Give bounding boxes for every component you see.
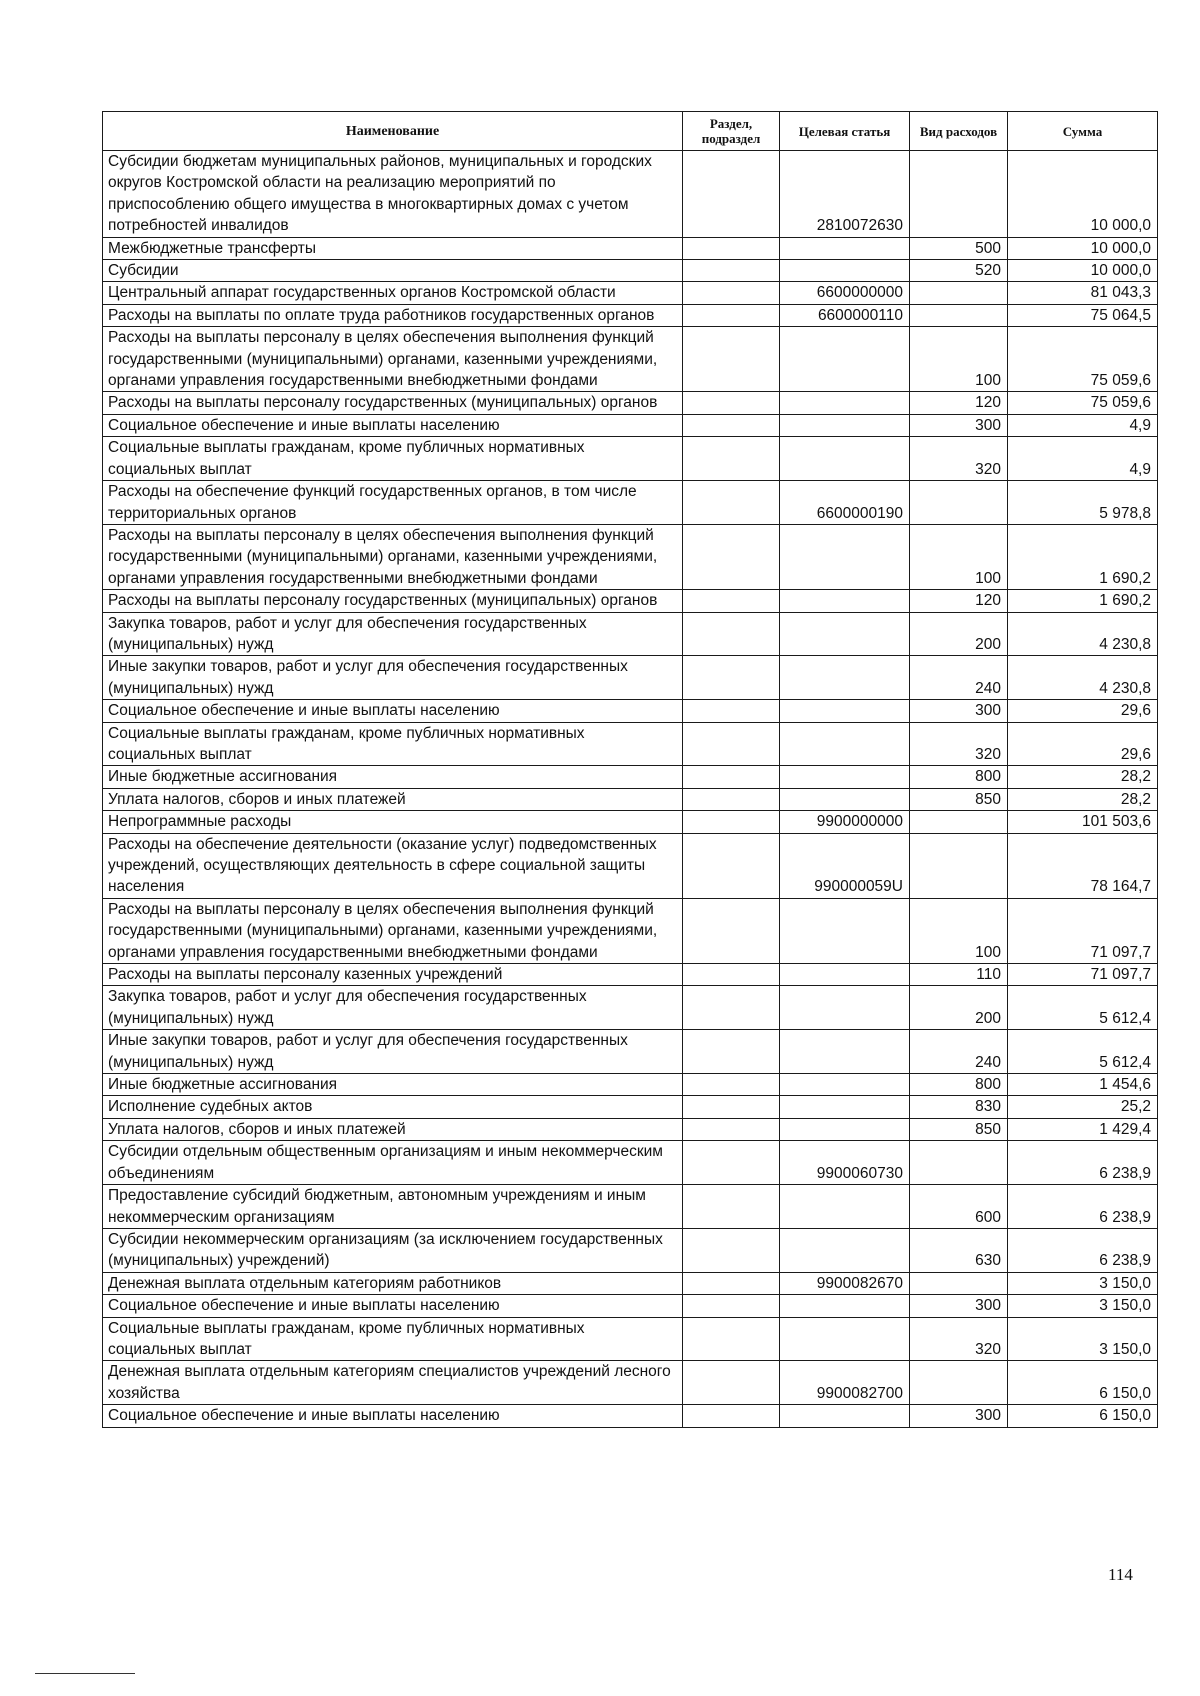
table-row <box>103 766 1158 788</box>
cell-target: 9900082700 <box>780 1361 910 1405</box>
cell-section <box>683 1317 780 1361</box>
cell-type: 320 <box>910 722 1008 766</box>
cell-type: 320 <box>910 437 1008 481</box>
cell-name: Денежная выплата отдельным категориям работников <box>103 1272 683 1294</box>
cell-section <box>683 1405 780 1427</box>
cell-section <box>683 656 780 700</box>
cell-name: Закупка товаров, работ и услуг для обеспечения государственных (муниципальных) нужд <box>103 986 683 1030</box>
cell-sum: 4,9 <box>1008 414 1158 436</box>
cell-target <box>780 788 910 810</box>
cell-section <box>683 481 780 525</box>
cell-sum: 4 230,8 <box>1008 612 1158 656</box>
cell-section <box>683 700 780 722</box>
cell-name: Непрограммные расходы <box>103 811 683 833</box>
cell-target: 990000059U <box>780 833 910 898</box>
table-row <box>103 722 1158 766</box>
cell-type: 200 <box>910 612 1008 656</box>
cell-name: Иные бюджетные ассигнования <box>103 1074 683 1096</box>
cell-sum: 71 097,7 <box>1008 898 1158 963</box>
cell-target: 9900000000 <box>780 811 910 833</box>
cell-type: 240 <box>910 1030 1008 1074</box>
footnote-rule <box>35 1673 135 1674</box>
table-row <box>103 237 1158 259</box>
cell-sum: 3 150,0 <box>1008 1295 1158 1317</box>
table-row <box>103 788 1158 810</box>
cell-type <box>910 811 1008 833</box>
table-row <box>103 590 1158 612</box>
cell-type: 600 <box>910 1185 1008 1229</box>
table-row <box>103 1405 1158 1427</box>
cell-type: 500 <box>910 237 1008 259</box>
cell-type <box>910 833 1008 898</box>
table-row <box>103 481 1158 525</box>
table-row <box>103 151 1158 238</box>
cell-type: 300 <box>910 414 1008 436</box>
cell-target <box>780 1317 910 1361</box>
cell-name: Расходы на выплаты персоналу в целях обеспечения выполнения функций государственными (муниципальными) органами, казенными учреждениями, органами управления государственными внебюджетными фондами <box>103 524 683 589</box>
cell-sum: 6 150,0 <box>1008 1361 1158 1405</box>
cell-section <box>683 1074 780 1096</box>
table-row <box>103 1295 1158 1317</box>
cell-sum: 4,9 <box>1008 437 1158 481</box>
cell-name: Социальное обеспечение и иные выплаты населению <box>103 1295 683 1317</box>
cell-target <box>780 1096 910 1118</box>
table-row <box>103 1118 1158 1140</box>
header-type: Вид расходов <box>910 112 1008 151</box>
cell-name: Предоставление субсидий бюджетным, автономным учреждениям и иным некоммерческим организациям <box>103 1185 683 1229</box>
cell-name: Социальное обеспечение и иные выплаты населению <box>103 1405 683 1427</box>
table-row <box>103 1074 1158 1096</box>
cell-type: 200 <box>910 986 1008 1030</box>
cell-name: Субсидии <box>103 260 683 282</box>
cell-type: 800 <box>910 766 1008 788</box>
table-row <box>103 1185 1158 1229</box>
cell-section <box>683 722 780 766</box>
cell-name: Расходы на выплаты по оплате труда работников государственных органов <box>103 304 683 326</box>
cell-type: 520 <box>910 260 1008 282</box>
table-row <box>103 898 1158 963</box>
cell-sum: 1 454,6 <box>1008 1074 1158 1096</box>
cell-name: Субсидии некоммерческим организациям (за исключением государственных (муниципальных) учреждений) <box>103 1228 683 1272</box>
table-row <box>103 811 1158 833</box>
cell-sum: 81 043,3 <box>1008 282 1158 304</box>
cell-type: 100 <box>910 898 1008 963</box>
cell-section <box>683 964 780 986</box>
cell-sum: 10 000,0 <box>1008 151 1158 238</box>
cell-target <box>780 237 910 259</box>
cell-type: 830 <box>910 1096 1008 1118</box>
cell-section <box>683 788 780 810</box>
cell-sum: 6 238,9 <box>1008 1228 1158 1272</box>
cell-name: Социальное обеспечение и иные выплаты населению <box>103 414 683 436</box>
cell-name: Уплата налогов, сборов и иных платежей <box>103 788 683 810</box>
cell-type <box>910 151 1008 238</box>
cell-name: Исполнение судебных актов <box>103 1096 683 1118</box>
cell-target: 9900060730 <box>780 1141 910 1185</box>
cell-name: Социальные выплаты гражданам, кроме публичных нормативных социальных выплат <box>103 1317 683 1361</box>
cell-section <box>683 898 780 963</box>
cell-section <box>683 766 780 788</box>
cell-section <box>683 1361 780 1405</box>
cell-target <box>780 656 910 700</box>
cell-sum: 25,2 <box>1008 1096 1158 1118</box>
cell-type: 300 <box>910 1295 1008 1317</box>
cell-type <box>910 1272 1008 1294</box>
cell-sum: 5 978,8 <box>1008 481 1158 525</box>
cell-sum: 29,6 <box>1008 700 1158 722</box>
cell-sum: 5 612,4 <box>1008 1030 1158 1074</box>
cell-target <box>780 1030 910 1074</box>
cell-section <box>683 392 780 414</box>
cell-sum: 1 429,4 <box>1008 1118 1158 1140</box>
table-row <box>103 1361 1158 1405</box>
table-row <box>103 437 1158 481</box>
cell-sum: 71 097,7 <box>1008 964 1158 986</box>
cell-type: 120 <box>910 590 1008 612</box>
cell-target: 9900082670 <box>780 1272 910 1294</box>
cell-type: 110 <box>910 964 1008 986</box>
cell-name: Расходы на обеспечение функций государственных органов, в том числе территориальных органов <box>103 481 683 525</box>
cell-name: Субсидии бюджетам муниципальных районов, муниципальных и городских округов Костромской области на реализацию мероприятий по приспособлению общего имущества в многоквартирных домах с учетом потребностей инвалидов <box>103 151 683 238</box>
cell-target <box>780 524 910 589</box>
cell-type: 630 <box>910 1228 1008 1272</box>
cell-target <box>780 1118 910 1140</box>
table-header-row <box>103 112 1158 151</box>
budget-table <box>102 111 1158 1428</box>
cell-section <box>683 282 780 304</box>
cell-section <box>683 1141 780 1185</box>
cell-name: Иные закупки товаров, работ и услуг для обеспечения государственных (муниципальных) нужд <box>103 656 683 700</box>
table-row <box>103 986 1158 1030</box>
cell-section <box>683 524 780 589</box>
table-row <box>103 304 1158 326</box>
cell-section <box>683 237 780 259</box>
cell-sum: 75 064,5 <box>1008 304 1158 326</box>
cell-sum: 75 059,6 <box>1008 327 1158 392</box>
cell-type <box>910 1141 1008 1185</box>
cell-name: Социальное обеспечение и иные выплаты населению <box>103 700 683 722</box>
cell-name: Центральный аппарат государственных органов Костромской области <box>103 282 683 304</box>
table-row <box>103 612 1158 656</box>
cell-sum: 1 690,2 <box>1008 524 1158 589</box>
cell-name: Расходы на выплаты персоналу государственных (муниципальных) органов <box>103 590 683 612</box>
cell-sum: 10 000,0 <box>1008 237 1158 259</box>
cell-type: 300 <box>910 700 1008 722</box>
table-row <box>103 1317 1158 1361</box>
table-row <box>103 327 1158 392</box>
cell-section <box>683 1185 780 1229</box>
cell-target <box>780 414 910 436</box>
cell-name: Межбюджетные трансферты <box>103 237 683 259</box>
cell-section <box>683 414 780 436</box>
cell-name: Расходы на выплаты персоналу в целях обеспечения выполнения функций государственными (муниципальными) органами, казенными учреждениями, органами управления государственными внебюджетными фондами <box>103 898 683 963</box>
cell-section <box>683 986 780 1030</box>
cell-sum: 101 503,6 <box>1008 811 1158 833</box>
cell-type: 240 <box>910 656 1008 700</box>
cell-name: Расходы на выплаты персоналу в целях обеспечения выполнения функций государственными (муниципальными) органами, казенными учреждениями, органами управления государственными внебюджетными фондами <box>103 327 683 392</box>
table-row <box>103 1141 1158 1185</box>
cell-section <box>683 833 780 898</box>
table-row <box>103 282 1158 304</box>
cell-target <box>780 612 910 656</box>
table-row <box>103 656 1158 700</box>
cell-target <box>780 1228 910 1272</box>
table-row <box>103 1096 1158 1118</box>
cell-name: Иные бюджетные ассигнования <box>103 766 683 788</box>
cell-type: 300 <box>910 1405 1008 1427</box>
cell-target: 6600000110 <box>780 304 910 326</box>
cell-target <box>780 260 910 282</box>
cell-sum: 4 230,8 <box>1008 656 1158 700</box>
cell-sum: 28,2 <box>1008 788 1158 810</box>
cell-section <box>683 1118 780 1140</box>
cell-type: 120 <box>910 392 1008 414</box>
cell-type <box>910 481 1008 525</box>
header-section: Раздел, подраздел <box>683 112 780 151</box>
table-body <box>103 151 1158 1428</box>
cell-section <box>683 1228 780 1272</box>
cell-sum: 29,6 <box>1008 722 1158 766</box>
cell-section <box>683 260 780 282</box>
cell-type: 850 <box>910 1118 1008 1140</box>
cell-target: 6600000190 <box>780 481 910 525</box>
cell-target <box>780 964 910 986</box>
cell-sum: 6 238,9 <box>1008 1185 1158 1229</box>
cell-target <box>780 327 910 392</box>
cell-target <box>780 590 910 612</box>
cell-sum: 75 059,6 <box>1008 392 1158 414</box>
cell-target <box>780 392 910 414</box>
cell-name: Субсидии отдельным общественным организациям и иным некоммерческим объединениям <box>103 1141 683 1185</box>
cell-name: Расходы на обеспечение деятельности (оказание услуг) подведомственных учреждений, осуществляющих деятельность в сфере социальной защиты населения <box>103 833 683 898</box>
cell-name: Социальные выплаты гражданам, кроме публичных нормативных социальных выплат <box>103 722 683 766</box>
cell-name: Закупка товаров, работ и услуг для обеспечения государственных (муниципальных) нужд <box>103 612 683 656</box>
cell-sum: 1 690,2 <box>1008 590 1158 612</box>
cell-type <box>910 1361 1008 1405</box>
table-row <box>103 392 1158 414</box>
cell-sum: 5 612,4 <box>1008 986 1158 1030</box>
cell-sum: 28,2 <box>1008 766 1158 788</box>
header-sum: Сумма <box>1008 112 1158 151</box>
cell-sum: 3 150,0 <box>1008 1317 1158 1361</box>
header-name: Наименование <box>103 112 683 151</box>
cell-target <box>780 1074 910 1096</box>
table-row <box>103 700 1158 722</box>
table-row <box>103 964 1158 986</box>
cell-section <box>683 1096 780 1118</box>
table-row <box>103 524 1158 589</box>
cell-section <box>683 151 780 238</box>
cell-target <box>780 722 910 766</box>
cell-sum: 6 150,0 <box>1008 1405 1158 1427</box>
cell-type <box>910 282 1008 304</box>
cell-type: 100 <box>910 327 1008 392</box>
cell-target: 6600000000 <box>780 282 910 304</box>
cell-name: Денежная выплата отдельным категориям специалистов учреждений лесного хозяйства <box>103 1361 683 1405</box>
cell-sum: 10 000,0 <box>1008 260 1158 282</box>
cell-target <box>780 1405 910 1427</box>
cell-section <box>683 437 780 481</box>
cell-section <box>683 1272 780 1294</box>
cell-type: 100 <box>910 524 1008 589</box>
header-target: Целевая статья <box>780 112 910 151</box>
cell-name: Иные закупки товаров, работ и услуг для обеспечения государственных (муниципальных) нужд <box>103 1030 683 1074</box>
cell-section <box>683 1030 780 1074</box>
cell-target <box>780 1295 910 1317</box>
cell-target <box>780 986 910 1030</box>
table-row <box>103 1228 1158 1272</box>
cell-name: Социальные выплаты гражданам, кроме публичных нормативных социальных выплат <box>103 437 683 481</box>
cell-sum: 3 150,0 <box>1008 1272 1158 1294</box>
table-row <box>103 833 1158 898</box>
cell-name: Расходы на выплаты персоналу казенных учреждений <box>103 964 683 986</box>
cell-section <box>683 590 780 612</box>
table-row <box>103 1030 1158 1074</box>
table-row <box>103 1272 1158 1294</box>
cell-section <box>683 1295 780 1317</box>
table-row <box>103 260 1158 282</box>
cell-name: Уплата налогов, сборов и иных платежей <box>103 1118 683 1140</box>
cell-target: 2810072630 <box>780 151 910 238</box>
cell-type: 320 <box>910 1317 1008 1361</box>
cell-target <box>780 437 910 481</box>
cell-target <box>780 898 910 963</box>
cell-section <box>683 811 780 833</box>
cell-section <box>683 304 780 326</box>
cell-section <box>683 327 780 392</box>
table-row <box>103 414 1158 436</box>
cell-target <box>780 700 910 722</box>
page-number: 114 <box>1108 1565 1133 1584</box>
cell-type: 800 <box>910 1074 1008 1096</box>
cell-target <box>780 1185 910 1229</box>
cell-section <box>683 612 780 656</box>
cell-target <box>780 766 910 788</box>
cell-type <box>910 304 1008 326</box>
cell-name: Расходы на выплаты персоналу государственных (муниципальных) органов <box>103 392 683 414</box>
cell-type: 850 <box>910 788 1008 810</box>
cell-sum: 78 164,7 <box>1008 833 1158 898</box>
cell-sum: 6 238,9 <box>1008 1141 1158 1185</box>
